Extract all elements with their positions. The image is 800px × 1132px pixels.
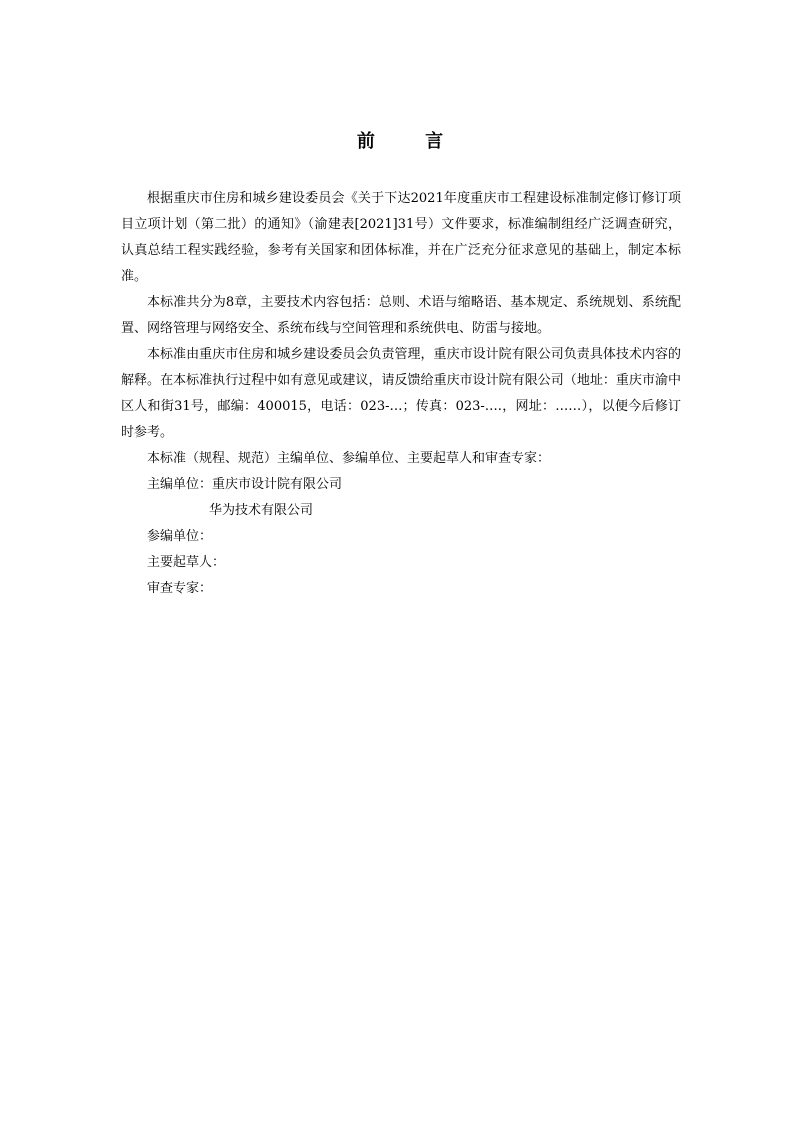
participating-units-line <box>121 524 681 550</box>
chief-editor-line-2 <box>121 498 681 524</box>
paragraph-content-summary: 本标准共分为8章，主要技术内容包括：总则、术语与缩略语、基本规定、系统规划、系统配置、网络管理与网络安全、系统布线与空间管理和系统供电、防雷与接地。 <box>121 295 681 336</box>
participating-units-label: 参编单位： <box>147 529 213 544</box>
review-experts-label: 审查专家： <box>147 581 213 596</box>
paragraph-basis: 根据重庆市住房和城乡建设委员会《关于下达2021年度重庆市工程建设标准制定修订修订项目立项计划（第二批）的通知》（渝建表[2021]31号）文件要求，标准编制组经广泛调查研究，认真总结工程实践经验，参考有关国家和团体标准，并在广泛充分征求意见的基础上，制定本标准。 <box>121 191 681 284</box>
chief-editor-unit-2: 华为技术有限公司 <box>209 503 314 518</box>
main-drafters-label: 主要起草人： <box>147 555 226 570</box>
chief-editor-label: 主编单位： <box>147 477 213 492</box>
chief-editor-unit-1: 重庆市设计院有限公司 <box>212 477 343 492</box>
review-experts-line <box>121 576 681 602</box>
paragraph-management: 本标准由重庆市住房和城乡建设委员会负责管理，重庆市设计院有限公司负责具体技术内容的解释。在本标准执行过程中如有意见或建议，请反馈给重庆市设计院有限公司（地址：重庆市渝中区人和街31号，邮编：400015，电话：023-…；传真：023-….，网址：……），以便今后修订时参考。 <box>121 347 681 440</box>
foreword-body <box>121 186 681 602</box>
main-drafters-line <box>121 550 681 576</box>
chief-editor-line <box>121 472 681 498</box>
page-title: 前 言 <box>356 131 466 152</box>
paragraph-contributors-intro: 本标准（规程、规范）主编单位、参编单位、主要起草人和审查专家： <box>147 451 551 466</box>
